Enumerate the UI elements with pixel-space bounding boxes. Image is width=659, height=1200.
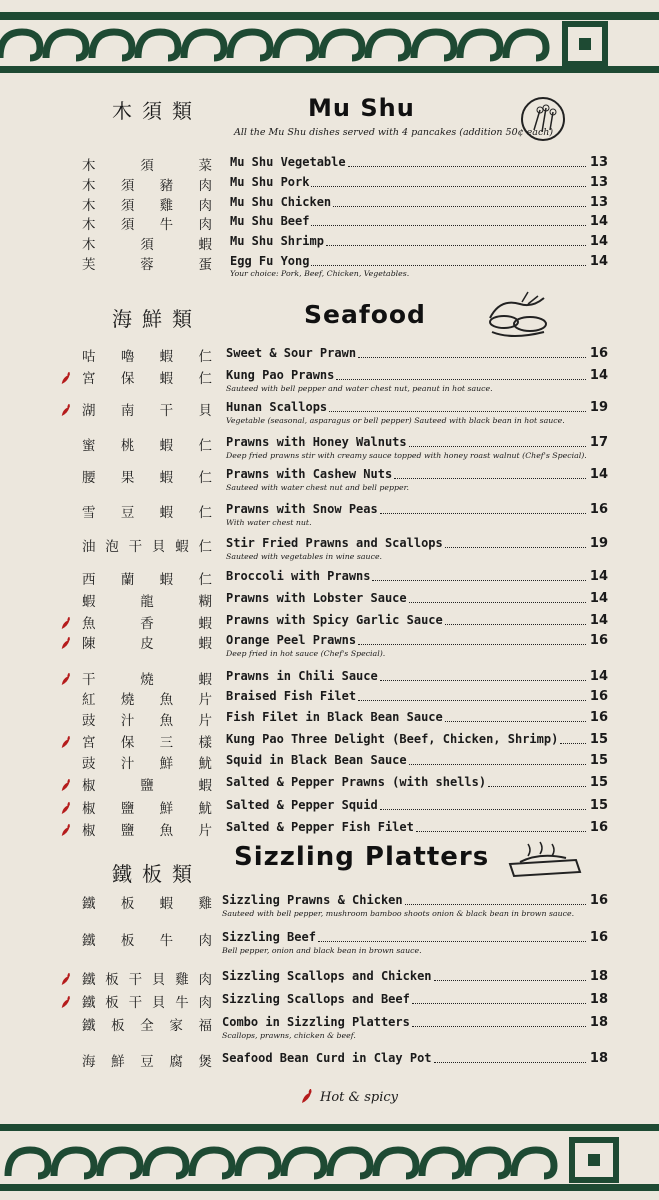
dot-leader: [358, 700, 586, 701]
menu-item-name: Mu Shu Beef: [230, 214, 310, 228]
dot-leader: [333, 206, 586, 207]
hot-pepper-icon: [60, 636, 72, 650]
hot-pepper-icon: [60, 778, 72, 792]
menu-item-price: 19: [589, 536, 608, 551]
menu-item-price: 14: [589, 467, 608, 482]
pepper-icon: [300, 1088, 314, 1104]
menu-item-price: 13: [589, 175, 608, 190]
menu-item-name-cn: 蜜 桃 蝦 仁: [82, 438, 212, 454]
menu-item-name-cn: 椒 鹽 魚 片: [82, 823, 212, 839]
menu-item-name: Mu Shu Shrimp: [230, 234, 324, 248]
menu-item-name: Orange Peel Prawns: [226, 633, 357, 647]
menu-item-name-cn: 鐵 板 全 家 福: [82, 1018, 212, 1034]
menu-item-price: 14: [589, 234, 608, 249]
dot-leader: [380, 680, 586, 681]
dot-leader: [445, 547, 586, 548]
menu-item-description: Vegetable (seasonal, asparagus or bell pepper) Sauteed with black bean in hot sauce.: [226, 416, 565, 425]
menu-item-description: Sauteed with water chest nut and bell pepper.: [226, 483, 409, 492]
menu-item: [60, 668, 608, 688]
seafood-heading: Seafood: [304, 300, 426, 329]
menu-item-description: Sauteed with vegetables in wine sauce.: [226, 552, 383, 561]
menu-item-name: Sizzling Scallops and Chicken: [222, 969, 432, 983]
dot-leader: [372, 580, 586, 581]
menu-item-name-cn: 木 須 豬 肉: [82, 178, 212, 194]
menu-item-name-cn: 腰 果 蝦 仁: [82, 470, 212, 486]
menu-item: [60, 399, 608, 425]
menu-item-name: Mu Shu Vegetable: [230, 155, 346, 169]
menu-item-name: Salted & Pepper Fish Filet: [226, 820, 414, 834]
menu-item-name: Seafood Bean Curd in Clay Pot: [222, 1051, 432, 1065]
menu-item-price: 15: [589, 732, 608, 747]
dot-leader: [318, 941, 586, 942]
menu-item: [60, 233, 608, 253]
menu-item-name: Mu Shu Pork: [230, 175, 310, 189]
mushu-heading-cn: 木須類: [112, 99, 202, 123]
menu-item-description: Bell pepper, onion and black bean in brown sauce.: [222, 946, 422, 955]
dot-leader: [311, 265, 586, 266]
legend-label: Hot & spicy: [320, 1090, 398, 1105]
menu-item-name: Kung Pao Three Delight (Beef, Chicken, Shrimp): [226, 732, 559, 746]
menu-item-name: Egg Fu Yong: [230, 254, 310, 268]
menu-item-name: Prawns with Lobster Sauce: [226, 591, 407, 605]
menu-item-name: Braised Fish Filet: [226, 689, 357, 703]
mushu-note: All the Mu Shu dishes served with 4 pancakes (addition 50¢ each): [234, 127, 554, 138]
menu-item-name-cn: 宮 保 蝦 仁: [82, 371, 212, 387]
menu-item-name-cn: 蝦 龍 糊: [82, 594, 212, 610]
hot-pepper-icon: [60, 995, 72, 1009]
bottom-border-pattern: [0, 1122, 659, 1194]
menu-item: [60, 535, 608, 561]
menu-item-name-cn: 木 須 雞 肉: [82, 198, 212, 214]
dot-leader: [311, 186, 586, 187]
menu-item: [60, 752, 608, 772]
hot-pepper-icon: [60, 823, 72, 837]
menu-item-name: Combo in Sizzling Platters: [222, 1015, 410, 1029]
menu-item: [60, 1050, 608, 1070]
menu-item: [60, 612, 608, 632]
menu-item-name-cn: 咕 嚕 蝦 仁: [82, 349, 212, 365]
menu-item-name-cn: 宮 保 三 樣: [82, 735, 212, 751]
menu-item-name: Hunan Scallops: [226, 400, 328, 414]
hot-pepper-icon: [60, 371, 72, 385]
menu-item-name-cn: 木 須 蝦: [82, 237, 212, 253]
menu-item-price: 13: [589, 155, 608, 170]
menu-item-price: 14: [589, 591, 608, 606]
dot-leader: [409, 764, 586, 765]
menu-item-name-cn: 豉 汁 魚 片: [82, 713, 212, 729]
menu-item-price: 14: [589, 569, 608, 584]
menu-item-name: Salted & Pepper Squid: [226, 798, 378, 812]
hot-pepper-icon: [60, 616, 72, 630]
sizzling-heading: Sizzling Platters: [234, 842, 490, 872]
dot-leader: [380, 513, 586, 514]
menu-item-name-cn: 湖 南 干 貝: [82, 403, 212, 419]
menu-item-name: Prawns with Spicy Garlic Sauce: [226, 613, 443, 627]
menu-item-price: 15: [589, 798, 608, 813]
dot-leader: [560, 743, 586, 744]
menu-item-name-cn: 紅 燒 魚 片: [82, 692, 212, 708]
menu-item-price: 16: [589, 930, 608, 945]
menu-item-name: Sweet & Sour Prawn: [226, 346, 357, 360]
menu-item: [60, 154, 608, 174]
menu-item: [60, 709, 608, 729]
menu-item-price: 14: [589, 368, 608, 383]
menu-item-description: Sauteed with bell pepper and water chest nut, peanut in hot sauce.: [226, 384, 493, 393]
hot-pepper-icon: [60, 672, 72, 686]
menu-item-price: 14: [589, 214, 608, 229]
menu-item-name-cn: 海 鮮 豆 腐 煲: [82, 1054, 212, 1070]
menu-item-name: Salted & Pepper Prawns (with shells): [226, 775, 487, 789]
menu-item-name-cn: 鐵 板 蝦 雞: [82, 896, 212, 912]
menu-item: [60, 731, 608, 751]
dot-leader: [326, 245, 586, 246]
menu-item: [60, 991, 608, 1011]
seafood-heading-cn: 海鮮類: [112, 307, 202, 331]
menu-item-name: Prawns with Cashew Nuts: [226, 467, 393, 481]
hot-pepper-icon: [60, 735, 72, 749]
menu-item-name-cn: 椒 鹽 鮮 魷: [82, 801, 212, 817]
menu-item-name: Broccoli with Prawns: [226, 569, 371, 583]
hot-pepper-icon: [60, 972, 72, 986]
menu-item: [60, 174, 608, 194]
hot-pepper-icon: [60, 403, 72, 417]
menu-item-price: 18: [589, 969, 608, 984]
menu-item-name: Prawns in Chili Sauce: [226, 669, 378, 683]
dot-leader: [445, 721, 586, 722]
menu-item-price: 18: [589, 1051, 608, 1066]
menu-item-name-cn: 陳 皮 蝦: [82, 636, 212, 652]
menu-item-price: 14: [589, 254, 608, 269]
menu-item: [60, 501, 608, 527]
menu-item-name-cn: 西 蘭 蝦 仁: [82, 572, 212, 588]
menu-item: [60, 367, 608, 393]
menu-item-name: Sizzling Beef: [222, 930, 316, 944]
dot-leader: [412, 1026, 586, 1027]
menu-item-price: 16: [589, 689, 608, 704]
menu-item: [60, 1014, 608, 1040]
menu-item-name: Fish Filet in Black Bean Sauce: [226, 710, 443, 724]
mushu-heading: Mu Shu: [308, 94, 415, 122]
dot-leader: [409, 446, 586, 447]
menu-item-name-cn: 椒 鹽 蝦: [82, 778, 212, 794]
menu-item-name: Mu Shu Chicken: [230, 195, 332, 209]
menu-item: [60, 345, 608, 365]
menu-item: [60, 568, 608, 588]
menu-item-price: 17: [589, 435, 608, 450]
menu-item: [60, 774, 608, 794]
menu-item-description: Deep fried prawns stir with creamy sauce topped with honey roast walnut (Chef's Special).: [226, 451, 587, 460]
menu-item: [60, 213, 608, 233]
menu-item-price: 16: [589, 502, 608, 517]
dot-leader: [380, 809, 586, 810]
menu-item-name: Sizzling Scallops and Beef: [222, 992, 410, 1006]
menu-item-name-cn: 魚 香 蝦: [82, 616, 212, 632]
sizzling-heading-cn: 鐵板類: [112, 862, 202, 886]
dot-leader: [445, 624, 586, 625]
menu-item-name-cn: 干 燒 蝦: [82, 672, 212, 688]
menu-item: [60, 590, 608, 610]
menu-item: [60, 194, 608, 214]
menu-item-description: Sauteed with bell pepper, mushroom bamboo shoots onion & black bean in brown sauce.: [222, 909, 575, 918]
menu-item: [60, 434, 608, 460]
menu-item-description: Deep fried in hot sauce (Chef's Special).: [226, 649, 386, 658]
menu-item: [60, 797, 608, 817]
dot-leader: [434, 980, 586, 981]
menu-item-name: Prawns with Snow Peas: [226, 502, 378, 516]
menu-item-description: With water chest nut.: [226, 518, 312, 527]
dot-leader: [329, 411, 586, 412]
dot-leader: [348, 166, 586, 167]
menu-item: [60, 466, 608, 492]
dot-leader: [434, 1062, 586, 1063]
menu-item: [60, 632, 608, 658]
menu-item-name: Prawns with Honey Walnuts: [226, 435, 407, 449]
menu-item-price: 16: [589, 820, 608, 835]
menu-item-price: 15: [589, 775, 608, 790]
dot-leader: [412, 1003, 586, 1004]
dot-leader: [409, 602, 586, 603]
menu-item-description: Your choice: Pork, Beef, Chicken, Vegetables.: [230, 269, 410, 278]
menu-item: [60, 819, 608, 839]
menu-item-price: 16: [589, 710, 608, 725]
seafood-icon: [482, 288, 554, 344]
menu-item-price: 16: [589, 893, 608, 908]
menu-item-name: Squid in Black Bean Sauce: [226, 753, 407, 767]
menu-item-price: 18: [589, 992, 608, 1007]
dot-leader: [488, 786, 586, 787]
menu-item: [60, 892, 608, 918]
menu-item: [60, 929, 608, 955]
menu-item-name-cn: 鐵 板 干 貝 雞 肉: [82, 972, 212, 988]
menu-item-name-cn: 豉 汁 鮮 魷: [82, 756, 212, 772]
menu-item: [60, 688, 608, 708]
dot-leader: [394, 478, 586, 479]
top-border-pattern: [0, 6, 659, 78]
menu-item-name-cn: 鐵 板 牛 肉: [82, 933, 212, 949]
menu-item-name-cn: 鐵 板 干 貝 牛 肉: [82, 995, 212, 1011]
menu-item-price: 16: [589, 633, 608, 648]
dot-leader: [358, 357, 586, 358]
menu-item: [60, 253, 608, 278]
spicy-legend: [300, 1088, 398, 1105]
dot-leader: [358, 644, 586, 645]
menu-item-name: Sizzling Prawns & Chicken: [222, 893, 403, 907]
menu-item-price: 14: [589, 669, 608, 684]
menu-item-name-cn: 芙 蓉 蛋: [82, 257, 212, 273]
dot-leader: [311, 225, 586, 226]
hot-pepper-icon: [60, 801, 72, 815]
menu-item-name-cn: 木 須 菜: [82, 158, 212, 174]
menu-item-description: Scallops, prawns, chicken & beef.: [222, 1031, 356, 1040]
dot-leader: [416, 831, 586, 832]
sizzling-plate-icon: [506, 838, 584, 884]
menu-item-name-cn: 油 泡 干 貝 蝦 仁: [82, 539, 212, 555]
dot-leader: [405, 904, 586, 905]
menu-item-name: Stir Fried Prawns and Scallops: [226, 536, 443, 550]
menu-item-name: Kung Pao Prawns: [226, 368, 335, 382]
flower-icon: [520, 96, 566, 146]
menu-item-price: 18: [589, 1015, 608, 1030]
menu-item: [60, 968, 608, 988]
menu-item-name-cn: 木 須 牛 肉: [82, 217, 212, 233]
dot-leader: [336, 379, 586, 380]
menu-item-price: 16: [589, 346, 608, 361]
menu-item-price: 15: [589, 753, 608, 768]
menu-item-price: 14: [589, 613, 608, 628]
menu-item-price: 19: [589, 400, 608, 415]
menu-item-price: 13: [589, 195, 608, 210]
menu-item-name-cn: 雪 豆 蝦 仁: [82, 505, 212, 521]
